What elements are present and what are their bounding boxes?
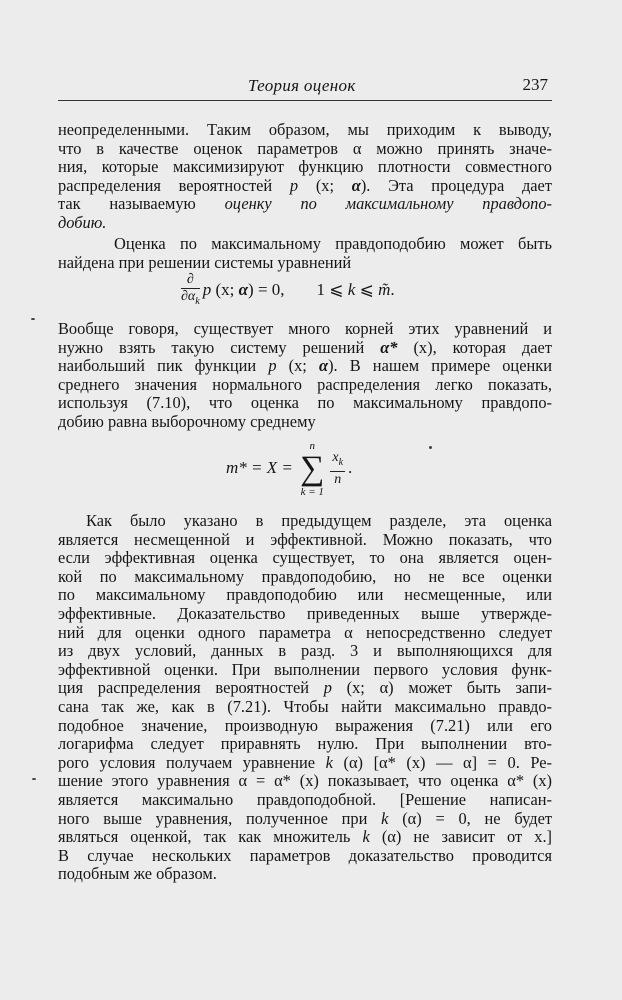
text-line: ция распределения вероятностей p (x; α) может быть запи- <box>58 678 552 698</box>
text-line: из двух условий, данных в разд. 3 и выполняющихся для <box>58 641 552 661</box>
text-line: что в качестве оценок параметров α можно принять значе- <box>58 138 552 158</box>
text-line: шение этого уравнения α = α* (x) показывает, что оценка α* (x) <box>58 771 552 791</box>
paragraph-2 <box>58 235 552 272</box>
summation-sign: n ∑ k = 1 <box>300 440 325 498</box>
text-line: нужно взять такую систему решений α* (x), которая дает <box>58 337 552 357</box>
derivative-fraction: $\frac{\partial}{\partial\alpha_k}$ <box>181 272 200 307</box>
text-line: Вообще говоря, существует много корней этих уравнений и <box>58 319 552 338</box>
equation-derivative: $\frac{\partial}{\partial\alpha_k}$ p (x; α) = 0, 1 ⩽ k ⩽ m̃. <box>178 272 395 310</box>
paragraph-3 <box>58 320 552 432</box>
print-speck <box>31 318 35 320</box>
text-line: рого условия получаем уравнение k (α) [α* (x) — α] = 0. Ре- <box>58 752 552 772</box>
mean-fraction: $\frac{x_k}{n}$ <box>332 450 344 487</box>
text-line: логарифма следует приравнять нулю. При выполнении вто- <box>58 734 552 754</box>
text-line: распределения вероятностей p (x; α). Эта процедура дает <box>58 175 552 195</box>
text-line: если эффективная оценка существует, то она является оцен- <box>58 548 552 568</box>
page-number: 237 <box>522 75 548 94</box>
text-line: ний для оценки одного параметра α непосредственно следует <box>58 622 552 642</box>
print-speck <box>429 446 432 449</box>
text-line: кой по максимальному правдоподобию, но не все оценки <box>58 566 552 586</box>
running-header <box>58 74 552 101</box>
text-line: добию равна выборочному среднему <box>58 411 316 431</box>
paragraph-4 <box>58 512 552 884</box>
text-line: используя (7.10), что оценка по максимальному правдопо- <box>58 393 552 413</box>
text-line: среднего значения нормального распределения легко показать, <box>58 374 552 394</box>
text-line: являться оценкой, так как множитель k (α) не зависит от x.] <box>58 827 553 847</box>
text-line: эффективные. Доказательство приведенных выше утвержде- <box>58 603 552 623</box>
text-line: В случае нескольких параметров доказательство проводится <box>58 845 552 865</box>
text-line: Оценка по максимальному правдоподобию может быть <box>114 234 552 253</box>
text-line: подобным же образом. <box>58 864 217 884</box>
running-title: Теория оценок <box>248 76 356 95</box>
text-line: является максимально правдоподобной. [Решение написан- <box>58 789 552 809</box>
text-line: наибольший пик функции p (x; α). В нашем примере оценки <box>58 356 552 376</box>
print-speck <box>32 778 36 780</box>
text-line: по максимальному правдоподобию или несмещенные, или <box>58 585 552 605</box>
text-line: добию. <box>58 212 107 232</box>
text-line: ного выше уравнения, полученное при k (α) = 0, не будет <box>58 808 553 828</box>
text-line: сана так же, как в (7.21). Чтобы найти максимально правдо- <box>58 696 552 716</box>
equation-sample-mean: m* = X = n ∑ k = 1 $\frac{x_k}{n}$ . <box>226 440 353 498</box>
text-line: подобное значение, производную выражения (7.21) или его <box>58 715 552 735</box>
paragraph-1 <box>58 121 552 233</box>
text-line: Как было указано в предыдущем разделе, эта оценка <box>86 511 552 530</box>
text-line: найдена при решении системы уравнений <box>58 252 352 272</box>
text-line: является несмещенной и эффективной. Можно показать, что <box>58 529 552 549</box>
text-line: эффективной оценки. При выполнении первого условия функ- <box>58 659 552 679</box>
text-line: неопределенными. Таким образом, мы приходим к выводу, <box>58 120 552 139</box>
text-line: ния, которые максимизируют функцию плотности совместного <box>58 157 552 177</box>
text-line: так называемую оценку по максимальному правдопо- <box>58 194 552 214</box>
